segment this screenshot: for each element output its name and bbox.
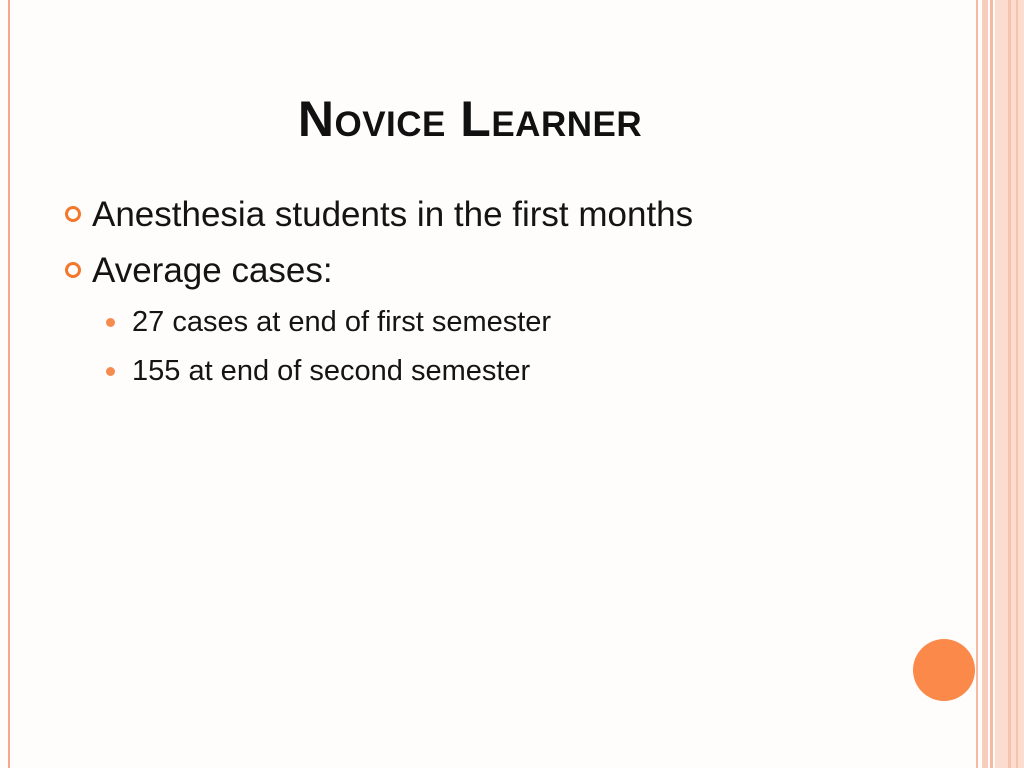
bullet-text: Average cases:: [92, 250, 333, 290]
sub-bullet-item: [62, 298, 942, 347]
right-stripe: [976, 0, 978, 768]
ring-bullet-icon: [62, 259, 84, 281]
dot-bullet-icon: [106, 318, 115, 327]
bullet-item: [62, 186, 942, 242]
right-stripe: [982, 0, 988, 768]
slide-title: Novice Learner: [297, 91, 643, 147]
dot-bullet-icon: [106, 367, 115, 376]
right-stripe: [1008, 0, 1011, 768]
bullet-item: [62, 242, 942, 298]
decorative-circle: [913, 639, 975, 701]
sub-bullet-text: 27 cases at end of first semester: [132, 306, 552, 338]
sub-bullet-item: [62, 347, 942, 396]
bullet-text: Anesthesia students in the first months: [92, 194, 694, 234]
ring-bullet-icon: [62, 203, 84, 225]
right-stripe: [990, 0, 993, 768]
left-border-line: [8, 0, 10, 768]
right-stripe: [1016, 0, 1018, 768]
bullet-list: [62, 186, 942, 396]
sub-bullet-text: 155 at end of second semester: [132, 355, 531, 387]
